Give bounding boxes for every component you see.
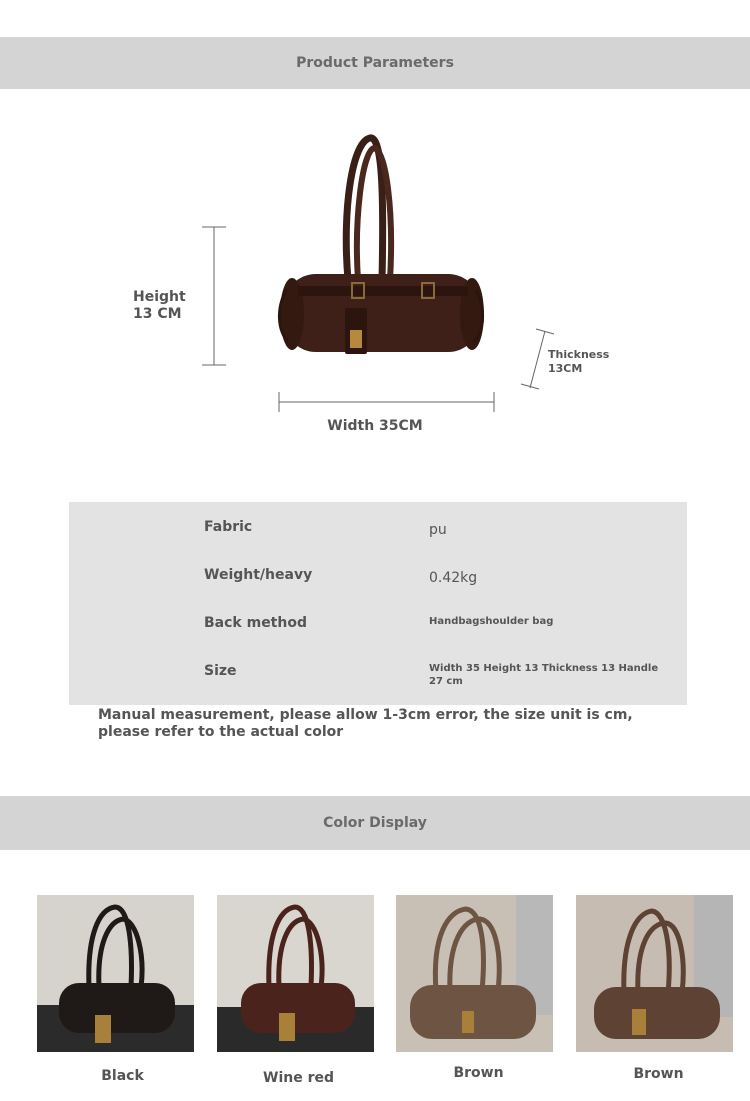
color-photo-brown[interactable] [396,895,553,1052]
spec-value: Handbagshoulder bag [429,616,554,627]
measurement-note: Manual measurement, please allow 1-3cm error, the size unit is cm, please refer to the actual color [98,707,633,740]
color-name: Black [101,1068,144,1084]
spec-value: Width 35 Height 13 Thickness 13 Handle 27 cm [429,663,659,687]
spec-label: Weight/heavy [204,567,313,583]
bag-photo [396,895,553,1052]
section-title: Product Parameters [296,55,454,71]
product-bag-image [270,130,490,365]
color-photo-wine-red[interactable] [217,895,374,1052]
width-label: Width 35CM [327,418,423,434]
bag-photo [217,895,374,1052]
color-name: Brown [633,1066,684,1082]
spec-label: Size [204,663,237,679]
color-photo-black[interactable] [37,895,194,1052]
spec-value: pu [429,522,447,538]
spec-value: 0.42kg [429,570,478,586]
spec-label: Back method [204,615,307,631]
color-photo-brown-2[interactable] [576,895,733,1052]
color-name: Wine red [263,1070,334,1086]
thickness-label: Thickness 13CM [548,348,610,375]
section-title: Color Display [323,815,427,831]
spec-label: Fabric [204,519,253,535]
color-name: Brown [453,1065,504,1081]
section-header-colors [0,796,750,850]
spec-table [69,502,687,705]
section-header-parameters [0,37,750,89]
width-dimension-line [277,390,497,414]
height-label: Height 13 CM [133,289,186,322]
bag-photo [576,895,733,1052]
bag-photo [37,895,194,1052]
